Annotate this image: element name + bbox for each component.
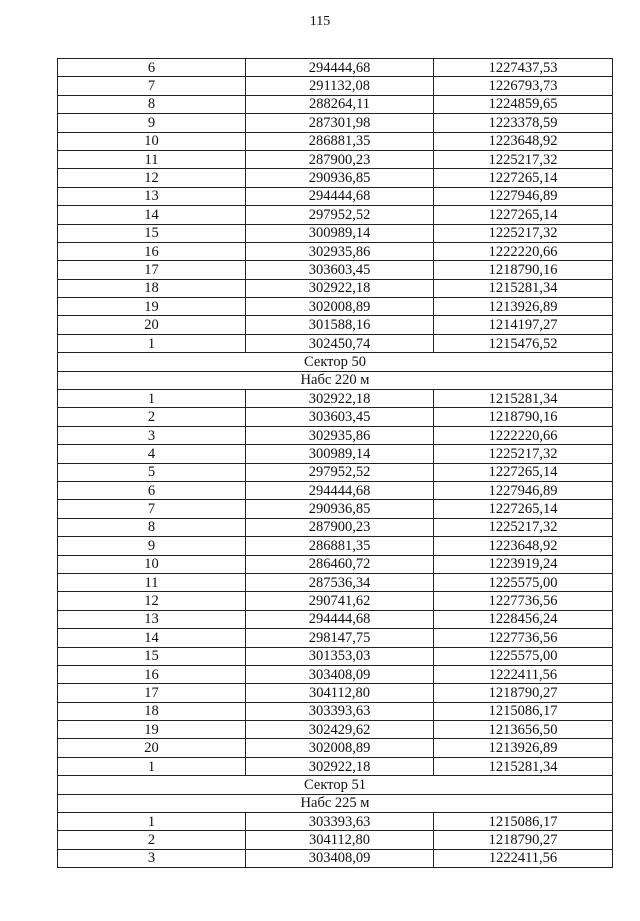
page-number: 115 <box>309 14 331 29</box>
point-number-cell: 17 <box>58 261 246 279</box>
table-row <box>58 555 613 573</box>
y-coordinate-cell: 1215476,52 <box>434 334 613 352</box>
y-coordinate-cell: 1215086,17 <box>434 702 613 720</box>
x-coordinate-cell: 302450,74 <box>246 334 434 352</box>
sector-header-row <box>58 776 613 794</box>
table-row <box>58 187 613 205</box>
table-row <box>58 59 613 77</box>
table-row <box>58 77 613 95</box>
point-number-cell: 20 <box>58 316 246 334</box>
point-number-cell: 1 <box>58 813 246 831</box>
point-number-cell: 5 <box>58 463 246 481</box>
x-coordinate-cell: 303393,63 <box>246 813 434 831</box>
point-number-cell: 1 <box>58 757 246 775</box>
y-coordinate-cell: 1213926,89 <box>434 298 613 316</box>
point-number-cell: 11 <box>58 573 246 591</box>
x-coordinate-cell: 302429,62 <box>246 721 434 739</box>
point-number-cell: 17 <box>58 684 246 702</box>
table-row <box>58 665 613 683</box>
coordinates-table <box>57 58 613 868</box>
table-row <box>58 739 613 757</box>
coordinates-table-body <box>58 59 613 868</box>
y-coordinate-cell: 1213926,89 <box>434 739 613 757</box>
table-row <box>58 721 613 739</box>
x-coordinate-cell: 302922,18 <box>246 279 434 297</box>
y-coordinate-cell: 1222411,56 <box>434 665 613 683</box>
y-coordinate-cell: 1228456,24 <box>434 610 613 628</box>
table-row <box>58 95 613 113</box>
y-coordinate-cell: 1227736,56 <box>434 592 613 610</box>
y-coordinate-cell: 1225217,32 <box>434 518 613 536</box>
point-number-cell: 13 <box>58 610 246 628</box>
y-coordinate-cell: 1225575,00 <box>434 573 613 591</box>
y-coordinate-cell: 1222411,56 <box>434 849 613 867</box>
point-number-cell: 19 <box>58 298 246 316</box>
point-number-cell: 8 <box>58 95 246 113</box>
table-row <box>58 445 613 463</box>
point-number-cell: 3 <box>58 426 246 444</box>
y-coordinate-cell: 1218790,16 <box>434 261 613 279</box>
x-coordinate-cell: 301353,03 <box>246 647 434 665</box>
height-label: Набс 220 м <box>58 371 613 389</box>
x-coordinate-cell: 302935,86 <box>246 426 434 444</box>
point-number-cell: 1 <box>58 334 246 352</box>
point-number-cell: 14 <box>58 206 246 224</box>
table-row <box>58 114 613 132</box>
x-coordinate-cell: 303603,45 <box>246 408 434 426</box>
x-coordinate-cell: 302935,86 <box>246 242 434 260</box>
point-number-cell: 3 <box>58 849 246 867</box>
table-row <box>58 279 613 297</box>
point-number-cell: 4 <box>58 445 246 463</box>
point-number-cell: 10 <box>58 555 246 573</box>
x-coordinate-cell: 294444,68 <box>246 610 434 628</box>
y-coordinate-cell: 1215281,34 <box>434 390 613 408</box>
x-coordinate-cell: 300989,14 <box>246 224 434 242</box>
y-coordinate-cell: 1225217,32 <box>434 150 613 168</box>
point-number-cell: 20 <box>58 739 246 757</box>
point-number-cell: 18 <box>58 702 246 720</box>
x-coordinate-cell: 303408,09 <box>246 849 434 867</box>
table-row <box>58 169 613 187</box>
table-row <box>58 684 613 702</box>
x-coordinate-cell: 297952,52 <box>246 463 434 481</box>
point-number-cell: 16 <box>58 665 246 683</box>
y-coordinate-cell: 1222220,66 <box>434 426 613 444</box>
table-row <box>58 849 613 867</box>
point-number-cell: 14 <box>58 629 246 647</box>
table-row <box>58 316 613 334</box>
point-number-cell: 8 <box>58 518 246 536</box>
y-coordinate-cell: 1214197,27 <box>434 316 613 334</box>
y-coordinate-cell: 1223648,92 <box>434 537 613 555</box>
point-number-cell: 18 <box>58 279 246 297</box>
x-coordinate-cell: 290741,62 <box>246 592 434 610</box>
x-coordinate-cell: 297952,52 <box>246 206 434 224</box>
x-coordinate-cell: 302922,18 <box>246 757 434 775</box>
y-coordinate-cell: 1227946,89 <box>434 481 613 499</box>
point-number-cell: 12 <box>58 592 246 610</box>
y-coordinate-cell: 1223648,92 <box>434 132 613 150</box>
y-coordinate-cell: 1226793,73 <box>434 77 613 95</box>
x-coordinate-cell: 287301,98 <box>246 114 434 132</box>
x-coordinate-cell: 302922,18 <box>246 390 434 408</box>
y-coordinate-cell: 1227946,89 <box>434 187 613 205</box>
point-number-cell: 12 <box>58 169 246 187</box>
table-row <box>58 224 613 242</box>
x-coordinate-cell: 288264,11 <box>246 95 434 113</box>
point-number-cell: 10 <box>58 132 246 150</box>
y-coordinate-cell: 1224859,65 <box>434 95 613 113</box>
point-number-cell: 2 <box>58 831 246 849</box>
point-number-cell: 1 <box>58 390 246 408</box>
x-coordinate-cell: 301588,16 <box>246 316 434 334</box>
table-row <box>58 426 613 444</box>
point-number-cell: 6 <box>58 481 246 499</box>
x-coordinate-cell: 286881,35 <box>246 537 434 555</box>
point-number-cell: 16 <box>58 242 246 260</box>
x-coordinate-cell: 300989,14 <box>246 445 434 463</box>
height-header-row <box>58 371 613 389</box>
y-coordinate-cell: 1222220,66 <box>434 242 613 260</box>
y-coordinate-cell: 1227437,53 <box>434 59 613 77</box>
point-number-cell: 15 <box>58 647 246 665</box>
table-row <box>58 481 613 499</box>
x-coordinate-cell: 302008,89 <box>246 298 434 316</box>
table-row <box>58 647 613 665</box>
table-row <box>58 757 613 775</box>
table-row <box>58 537 613 555</box>
x-coordinate-cell: 286881,35 <box>246 132 434 150</box>
x-coordinate-cell: 294444,68 <box>246 59 434 77</box>
table-row <box>58 408 613 426</box>
point-number-cell: 7 <box>58 500 246 518</box>
point-number-cell: 6 <box>58 59 246 77</box>
y-coordinate-cell: 1223919,24 <box>434 555 613 573</box>
height-label: Набс 225 м <box>58 794 613 812</box>
x-coordinate-cell: 287536,34 <box>246 573 434 591</box>
table-row <box>58 831 613 849</box>
height-header-row <box>58 794 613 812</box>
y-coordinate-cell: 1218790,27 <box>434 684 613 702</box>
y-coordinate-cell: 1215086,17 <box>434 813 613 831</box>
point-number-cell: 11 <box>58 150 246 168</box>
y-coordinate-cell: 1227265,14 <box>434 206 613 224</box>
table-row <box>58 242 613 260</box>
y-coordinate-cell: 1218790,16 <box>434 408 613 426</box>
table-row <box>58 206 613 224</box>
x-coordinate-cell: 287900,23 <box>246 518 434 536</box>
y-coordinate-cell: 1225217,32 <box>434 445 613 463</box>
table-row <box>58 334 613 352</box>
sector-title: Сектор 51 <box>58 776 613 794</box>
y-coordinate-cell: 1227265,14 <box>434 169 613 187</box>
table-row <box>58 592 613 610</box>
y-coordinate-cell: 1225217,32 <box>434 224 613 242</box>
table-row <box>58 629 613 647</box>
table-row <box>58 298 613 316</box>
table-row <box>58 702 613 720</box>
table-row <box>58 573 613 591</box>
sector-title: Сектор 50 <box>58 353 613 371</box>
point-number-cell: 13 <box>58 187 246 205</box>
y-coordinate-cell: 1227265,14 <box>434 500 613 518</box>
y-coordinate-cell: 1227736,56 <box>434 629 613 647</box>
y-coordinate-cell: 1215281,34 <box>434 757 613 775</box>
y-coordinate-cell: 1223378,59 <box>434 114 613 132</box>
point-number-cell: 9 <box>58 114 246 132</box>
table-row <box>58 390 613 408</box>
table-row <box>58 610 613 628</box>
table-row <box>58 518 613 536</box>
table-row <box>58 463 613 481</box>
x-coordinate-cell: 294444,68 <box>246 187 434 205</box>
x-coordinate-cell: 304112,80 <box>246 831 434 849</box>
point-number-cell: 7 <box>58 77 246 95</box>
x-coordinate-cell: 303408,09 <box>246 665 434 683</box>
x-coordinate-cell: 298147,75 <box>246 629 434 647</box>
x-coordinate-cell: 290936,85 <box>246 500 434 518</box>
x-coordinate-cell: 303393,63 <box>246 702 434 720</box>
x-coordinate-cell: 303603,45 <box>246 261 434 279</box>
table-row <box>58 132 613 150</box>
x-coordinate-cell: 286460,72 <box>246 555 434 573</box>
x-coordinate-cell: 304112,80 <box>246 684 434 702</box>
table-row <box>58 813 613 831</box>
y-coordinate-cell: 1227265,14 <box>434 463 613 481</box>
x-coordinate-cell: 302008,89 <box>246 739 434 757</box>
point-number-cell: 19 <box>58 721 246 739</box>
table-row <box>58 150 613 168</box>
y-coordinate-cell: 1213656,50 <box>434 721 613 739</box>
point-number-cell: 2 <box>58 408 246 426</box>
table-row <box>58 261 613 279</box>
y-coordinate-cell: 1225575,00 <box>434 647 613 665</box>
x-coordinate-cell: 287900,23 <box>246 150 434 168</box>
table-row <box>58 500 613 518</box>
point-number-cell: 9 <box>58 537 246 555</box>
y-coordinate-cell: 1218790,27 <box>434 831 613 849</box>
sector-header-row <box>58 353 613 371</box>
point-number-cell: 15 <box>58 224 246 242</box>
x-coordinate-cell: 290936,85 <box>246 169 434 187</box>
x-coordinate-cell: 294444,68 <box>246 481 434 499</box>
y-coordinate-cell: 1215281,34 <box>434 279 613 297</box>
x-coordinate-cell: 291132,08 <box>246 77 434 95</box>
